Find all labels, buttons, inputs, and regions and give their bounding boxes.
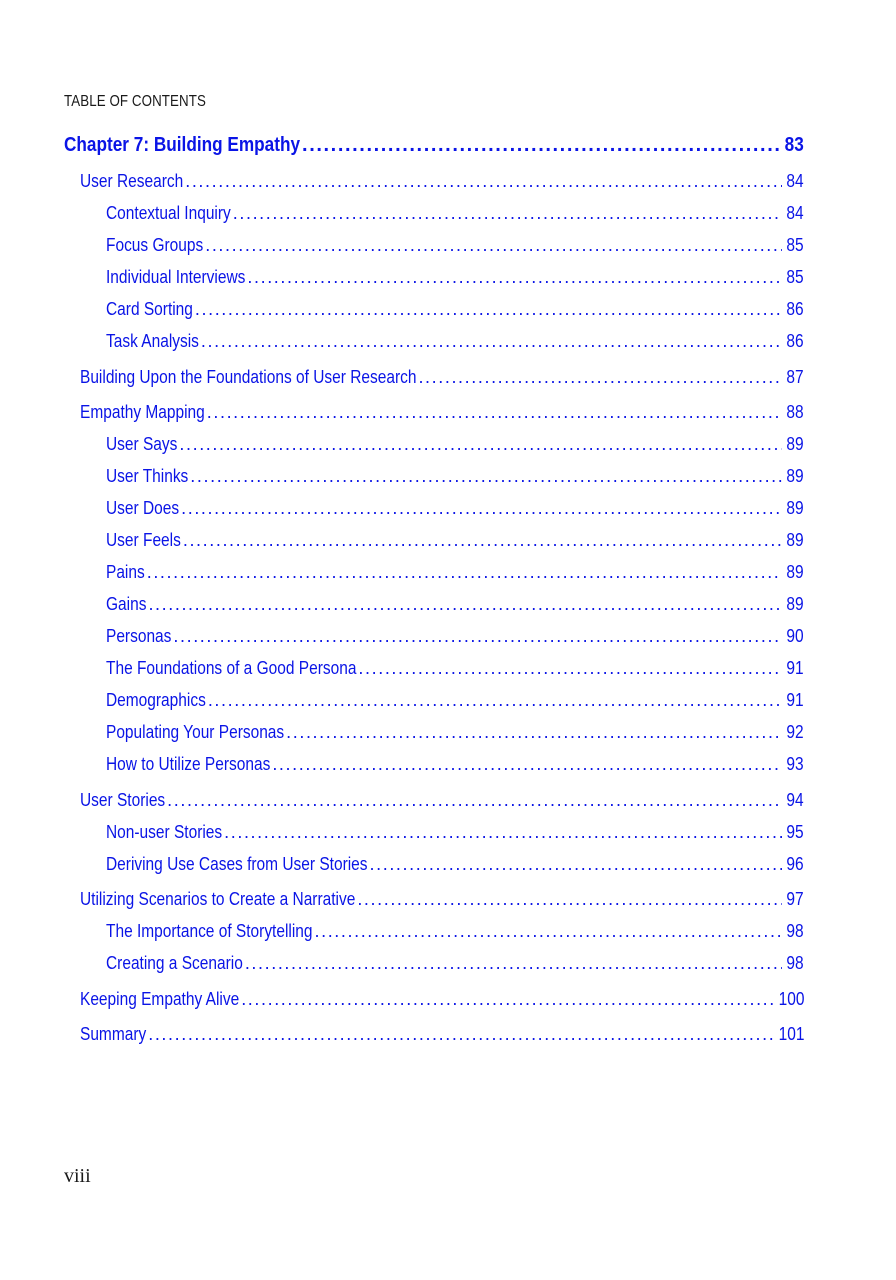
toc-entry[interactable] [106,722,804,746]
toc-entry-page: 94 [786,790,804,810]
dot-leader [357,889,781,910]
toc-entry[interactable] [106,331,804,355]
toc-entry-label: Deriving Use Cases from User Stories [106,854,368,874]
toc-entry-page: 87 [786,367,804,387]
toc-entry[interactable] [106,530,804,554]
toc-entry[interactable] [106,953,804,977]
toc-entry-label: User Stories [80,790,166,810]
dot-leader [147,562,782,583]
toc-entry-label: Building Upon the Foundations of User Research [80,367,417,387]
dot-leader [418,367,781,388]
toc-entry[interactable] [106,658,804,682]
toc-entry-page: 98 [786,921,804,941]
toc-entry-label: Gains [106,594,147,614]
toc-entry-page: 93 [786,754,804,774]
toc-entry-label: User Says [106,434,178,454]
dot-leader [190,466,781,487]
toc-entry-page: 89 [786,434,804,454]
toc-entry-label: Utilizing Scenarios to Create a Narrative [80,889,356,909]
toc-entry[interactable] [106,562,804,586]
toc-entry[interactable] [80,790,804,814]
toc-entry[interactable] [80,367,804,391]
dot-leader [302,134,780,157]
toc-entry-label: The Foundations of a Good Persona [106,658,357,678]
dot-leader [148,594,781,615]
toc-entry-label: Pains [106,562,145,582]
toc-entry-label: User Thinks [106,466,189,486]
toc-entry-page: 89 [786,466,804,486]
toc-entry-page: 91 [786,690,804,710]
dot-leader [167,790,782,811]
toc-entry-page: 96 [786,854,804,874]
toc-entry[interactable] [80,889,804,913]
toc-entry[interactable] [106,594,804,618]
toc-entry[interactable] [106,626,804,650]
toc-entry-page: 92 [786,722,804,742]
dot-leader [315,921,782,942]
toc-entry[interactable] [80,1024,805,1048]
toc-entry-page: 85 [786,267,804,287]
dot-leader [208,690,782,711]
toc-entry-label: Populating Your Personas [106,722,285,742]
toc-entry-page: 91 [786,658,804,678]
dot-leader [286,722,782,743]
dot-leader [245,953,782,974]
toc-entry-page: 88 [786,402,804,422]
toc-entry-label: User Does [106,498,180,518]
toc-entry-label: Personas [106,626,172,646]
toc-entry[interactable] [106,854,804,878]
toc-entry[interactable] [80,989,805,1013]
toc-entry-page: 90 [786,626,804,646]
dot-leader [185,171,782,192]
page-number: viii [64,1165,91,1187]
toc-entry-label: Non-user Stories [106,822,223,842]
dot-leader [201,331,782,352]
dot-leader [241,989,773,1010]
toc-entry-page: 101 [778,1024,805,1044]
dot-leader [183,530,782,551]
dot-leader [179,434,781,455]
toc-entry[interactable] [106,498,804,522]
toc-entry-label: User Feels [106,530,181,550]
toc-entry-page: 84 [786,203,804,223]
toc-entry-page: 89 [786,498,804,518]
dot-leader [205,235,782,256]
toc-entry-page: 89 [786,594,804,614]
toc-entry-label: Individual Interviews [106,267,246,287]
dot-leader [370,854,782,875]
toc-entry-page: 83 [784,134,804,156]
dot-leader [358,658,781,679]
dot-leader [233,203,782,224]
toc-entry[interactable] [80,402,804,426]
toc-entry-page: 84 [786,171,804,191]
toc-entry[interactable] [80,171,804,195]
dot-leader [247,267,781,288]
toc-entry-label: Keeping Empathy Alive [80,989,240,1009]
dot-leader [173,626,781,647]
toc-entry-label: How to Utilize Personas [106,754,271,774]
toc-chapter-7[interactable] [64,134,804,160]
toc-entry-label: User Research [80,171,184,191]
toc-entry-label: Card Sorting [106,299,193,319]
toc-entry-label: Task Analysis [106,331,199,351]
toc-entry[interactable] [106,754,804,778]
toc-entry[interactable] [106,434,804,458]
toc-entry[interactable] [106,267,804,291]
toc-entry-label: Focus Groups [106,235,204,255]
toc-entry[interactable] [106,921,804,945]
dot-leader [181,498,782,519]
toc-entry-label: Demographics [106,690,206,710]
toc-entry-label: Summary [80,1024,147,1044]
toc-entry-label: The Importance of Storytelling [106,921,313,941]
toc-entry-page: 85 [786,235,804,255]
dot-leader [148,1024,773,1045]
toc-entry[interactable] [106,299,804,323]
running-head: TABLE OF CONTENTS [64,93,206,110]
dot-leader [195,299,782,320]
toc-entry[interactable] [106,822,804,846]
toc-entry-page: 98 [786,953,804,973]
toc-entry-page: 86 [786,299,804,319]
dot-leader [224,822,782,843]
toc-entry-label: Creating a Scenario [106,953,243,973]
toc-entry-page: 100 [778,989,805,1009]
toc-entry[interactable] [106,466,804,490]
dot-leader [207,402,782,423]
toc-entry-label: Chapter 7: Building Empathy [64,134,301,156]
toc-entry-label: Empathy Mapping [80,402,205,422]
toc-entry-page: 97 [786,889,804,909]
toc-entry-page: 89 [786,530,804,550]
toc-entry[interactable] [106,235,804,259]
toc-entry-page: 89 [786,562,804,582]
toc-entry-page: 95 [786,822,804,842]
toc-entry-label: Contextual Inquiry [106,203,231,223]
toc-entry[interactable] [106,690,804,714]
dot-leader [272,754,781,775]
toc-entry-page: 86 [786,331,804,351]
toc-entry[interactable] [106,203,804,227]
